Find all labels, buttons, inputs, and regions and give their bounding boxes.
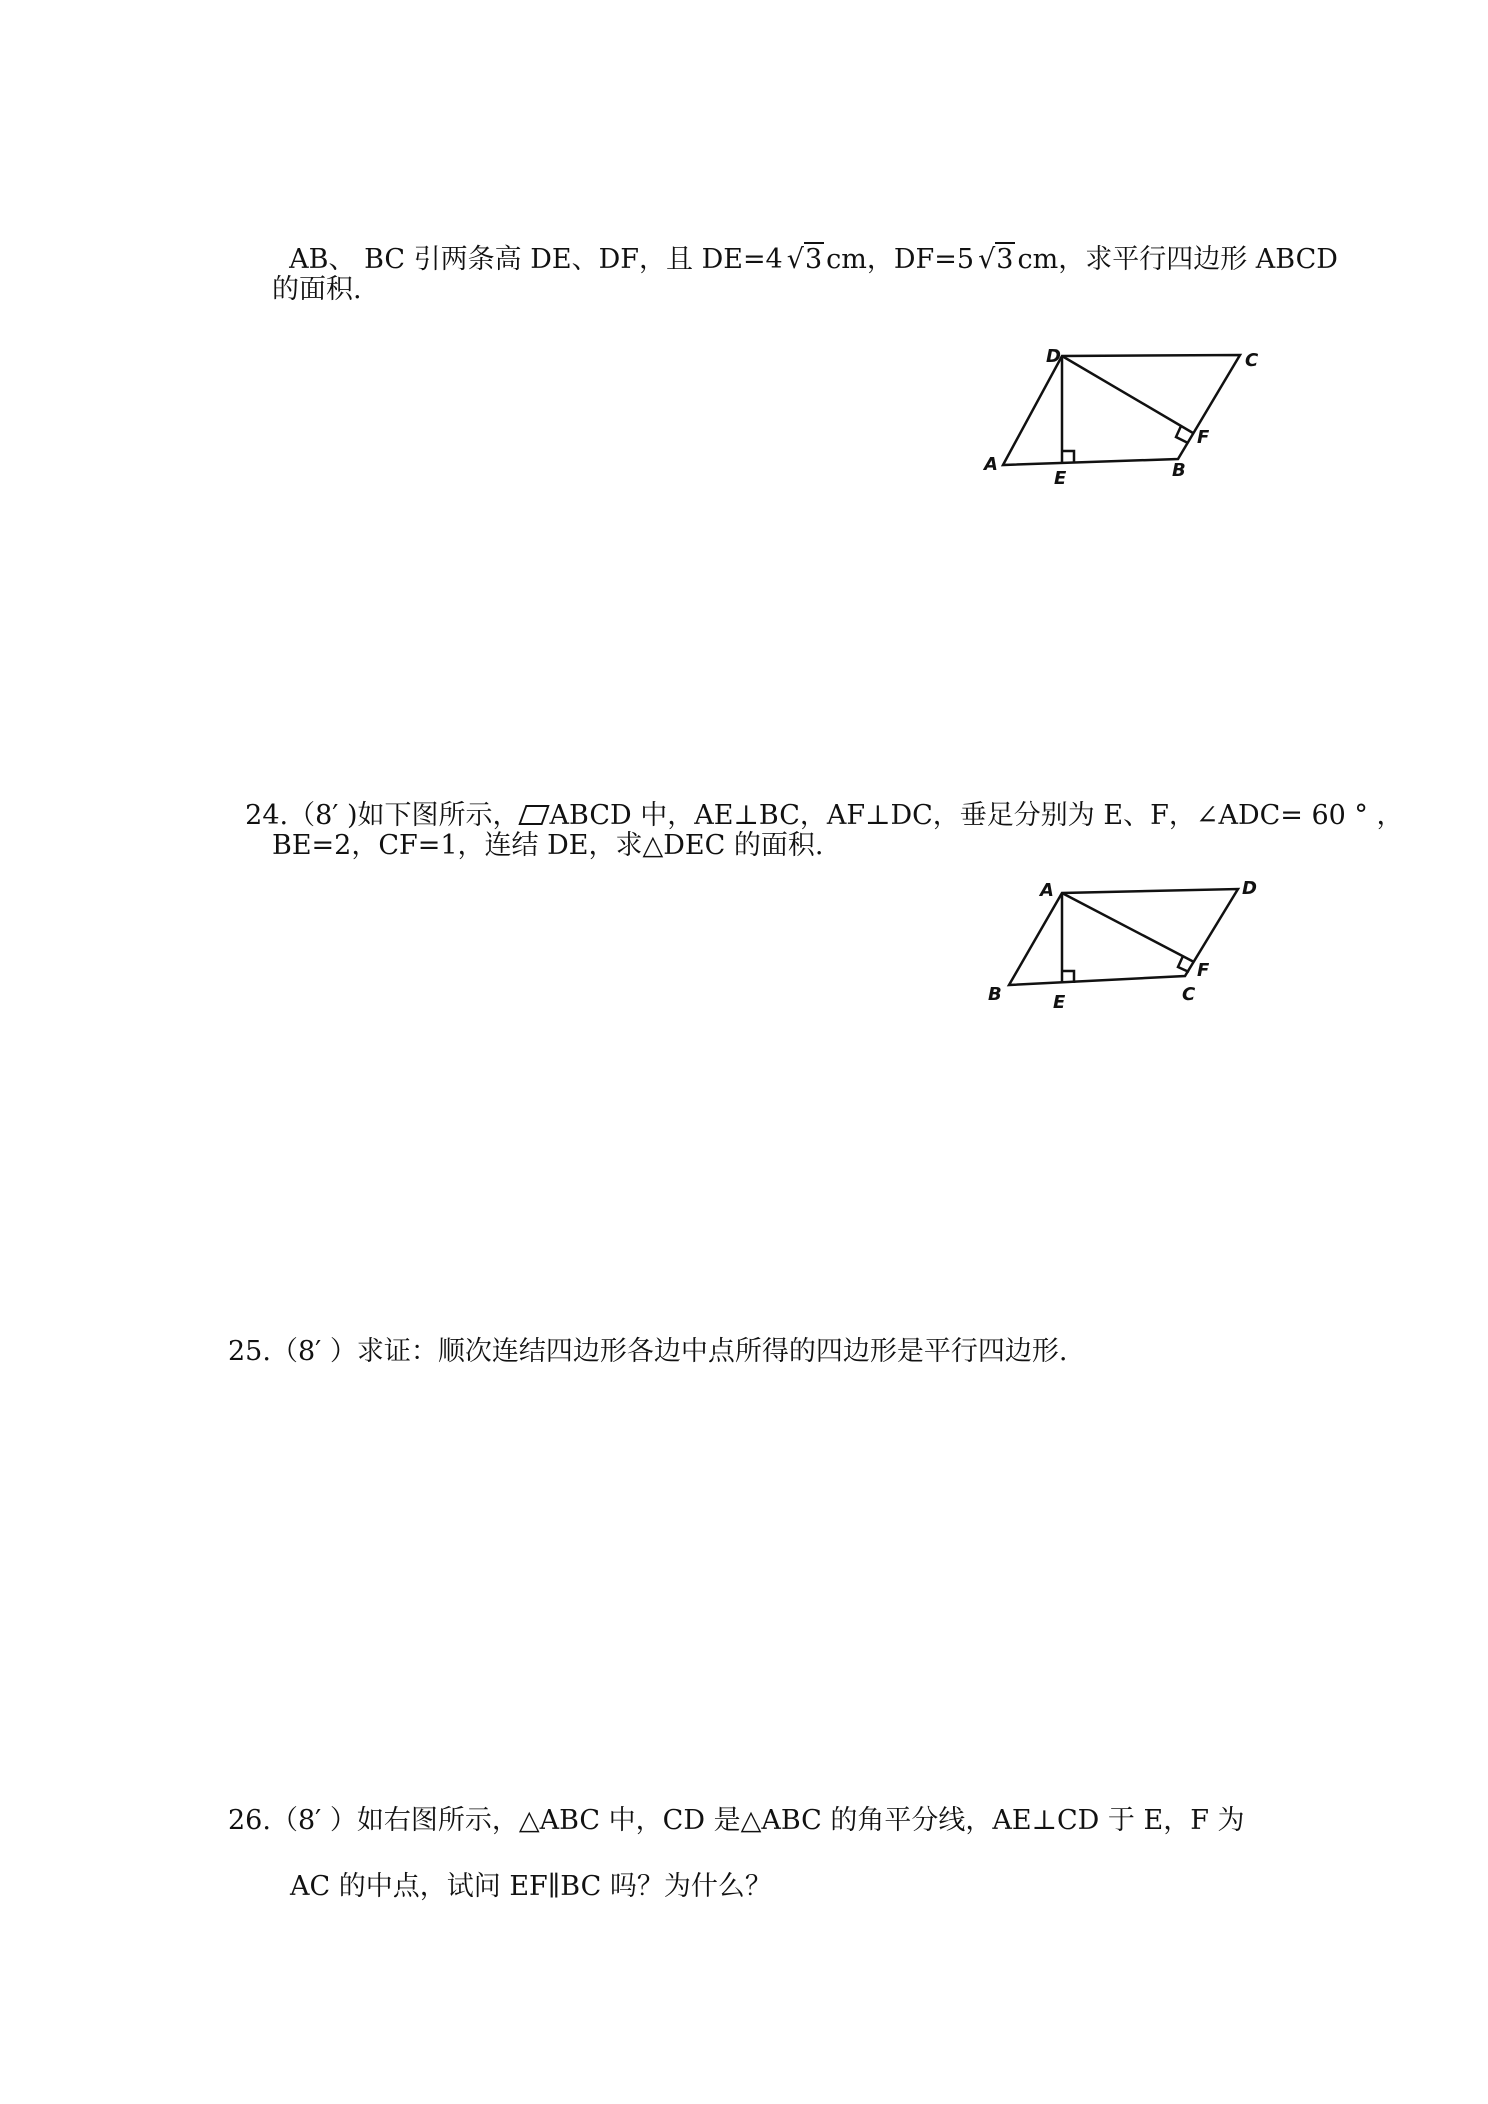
sqrt-3-de: √3 — [786, 244, 823, 275]
q23-line-1 — [272, 206, 1338, 278]
q24-text-b: ABCD 中，AE⊥BC，AF⊥DC，垂足分别为 E、F，∠ADC= 60 ° ， — [549, 800, 1404, 831]
q24-label-a: A — [1040, 880, 1054, 901]
q24-label-d: D — [1242, 878, 1257, 899]
q23-right-angle-e — [1062, 451, 1074, 463]
q23-text-c: cm，求平行四边形 ABCD — [1017, 244, 1338, 275]
q24-label-c: C — [1182, 984, 1196, 1005]
q23-line-2: 的面积. — [272, 274, 362, 305]
q23-label-b: B — [1172, 460, 1186, 481]
q24-height-af — [1062, 893, 1194, 962]
q24-label-b: B — [988, 984, 1002, 1005]
q23-text-b: cm，DF=5 — [826, 244, 975, 275]
q26-line-2: AC 的中点，试问 EF∥BC 吗？为什么？ — [290, 1871, 772, 1902]
q23-label-f: F — [1197, 427, 1210, 448]
q24-line-2: BE=2，CF=1，连结 DE，求△DEC 的面积. — [272, 830, 824, 861]
q23-label-d: D — [1046, 346, 1061, 367]
q26-line-1: 26.（8′ ）如右图所示，△ABC 中，CD 是△ABC 的角平分线，AE⊥CD 于 E，F 为 — [228, 1805, 1245, 1836]
q24-line-1 — [228, 762, 1404, 834]
q24-label-e: E — [1053, 992, 1066, 1013]
q23-label-c: C — [1245, 350, 1259, 371]
q24-parallelogram-figure — [980, 870, 1280, 1015]
q24-label-f: F — [1197, 960, 1210, 981]
q23-label-a: A — [984, 454, 998, 475]
q23-label-e: E — [1054, 468, 1067, 489]
sqrt-3-df: √3 — [978, 244, 1014, 275]
q25-line-1: 25.（8′ ）求证：顺次连结四边形各边中点所得的四边形是平行四边形. — [228, 1336, 1068, 1367]
q24-text-a: 24.（8′ )如下图所示， — [245, 800, 520, 831]
q23-height-df — [1062, 356, 1193, 433]
parallelogram-icon — [518, 805, 549, 825]
q23-parallelogram-figure — [980, 340, 1280, 490]
q23-text-a: AB、 BC 引两条高 DE、DF，且 DE=4 — [289, 244, 783, 275]
q23-parallelogram-abcd — [1003, 355, 1240, 465]
